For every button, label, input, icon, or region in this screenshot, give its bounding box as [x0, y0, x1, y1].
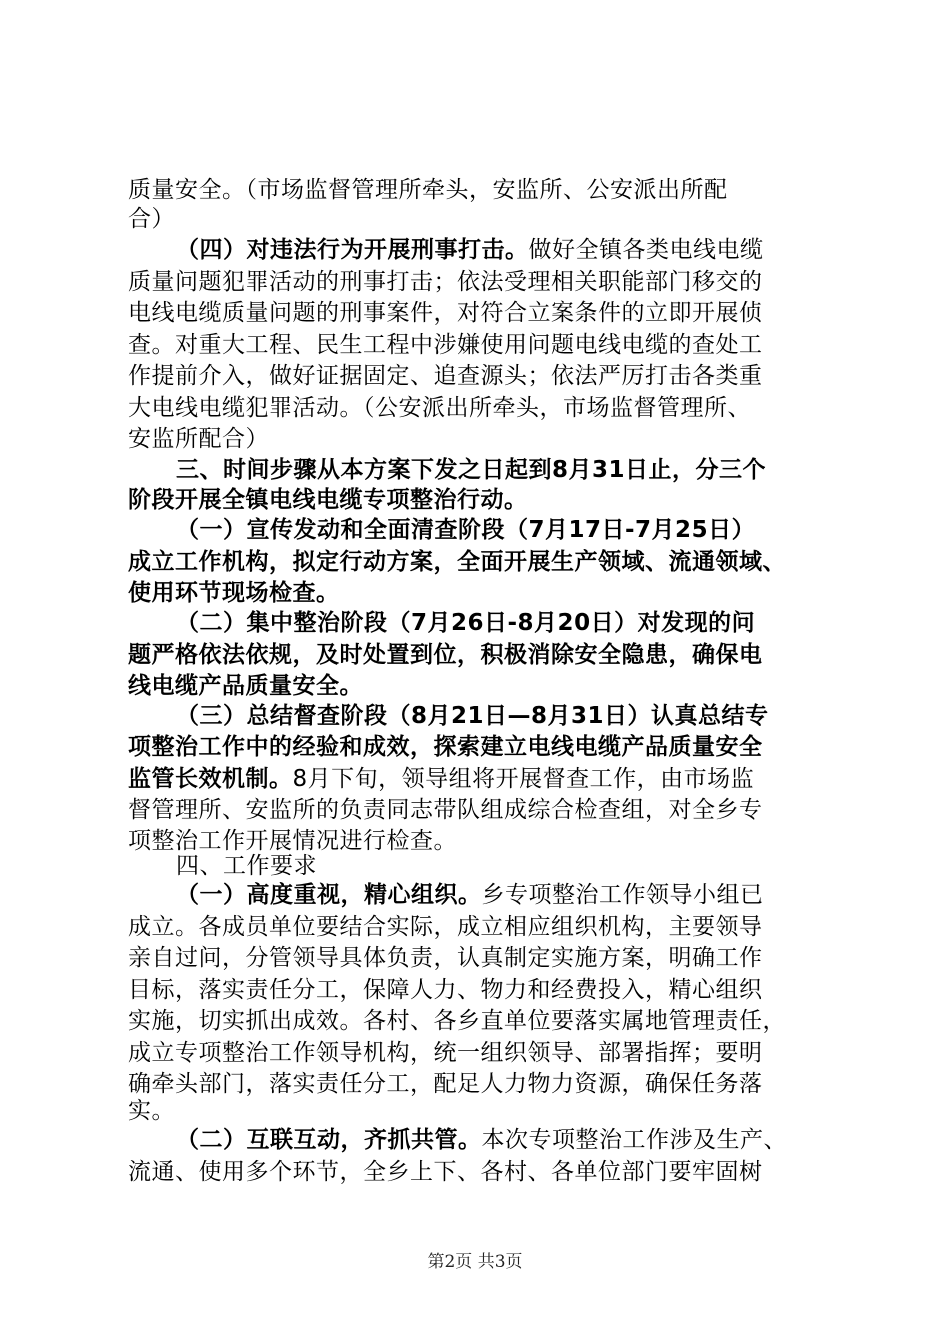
text-line: 阶段开展全镇电线电缆专项整治行动。	[128, 487, 528, 513]
text-line: 成立工作机构，拟定行动方案，全面开展生产领域、流通领域、	[128, 549, 786, 575]
text-line	[176, 878, 764, 912]
text-line: 实。	[128, 1098, 175, 1124]
text-line: 实施，切实抓出成效。各村、各乡直单位要落实属地管理责任，	[128, 1008, 786, 1034]
text-line: 合）	[128, 206, 175, 232]
text-line: 使用环节现场检查。	[128, 580, 340, 606]
text-line: 亲自过问，分管领导具体负责，认真制定实施方案，明确工作	[128, 945, 763, 971]
section-heading: （一）宣传发动和全面清查阶段（7月17日-7月25日）	[176, 517, 756, 543]
text-span: 乡专项整治工作领导小组已	[481, 882, 764, 908]
text-line: 质量安全。（市场监督管理所牵头，安监所、公安派出所配	[128, 177, 728, 203]
text-line	[176, 1123, 787, 1157]
text-line: 大电线电缆犯罪活动。（公安派出所牵头，市场监督管理所、	[128, 395, 751, 421]
text-line: 题严格依法依规，及时处置到位，积极消除安全隐患，确保电	[128, 642, 763, 668]
section-heading: （三）总结督查阶段（8月21日—8月31日）认真总结专	[176, 703, 769, 729]
text-line: 督管理所、安监所的负责同志带队组成综合检查组，对全乡专	[128, 797, 763, 823]
section-heading: 四、工作要求	[176, 853, 317, 879]
text-span: 监管长效机制。	[128, 766, 293, 792]
text-line: 质量问题犯罪活动的刑事打击；依法受理相关职能部门移交的	[128, 269, 763, 295]
section-heading: （一）高度重视，精心组织。	[176, 882, 482, 908]
text-span: 8月下旬，领导组将开展督查工作，由市场监	[292, 766, 755, 792]
section-heading: 三、时间步骤从本方案下发之日起到8月31日止，分三个	[176, 457, 767, 483]
text-line: 作提前介入，做好证据固定、追查源头；依法严厉打击各类重	[128, 363, 763, 389]
text-line: 确牵头部门，落实责任分工，配足人力物力资源，确保任务落	[128, 1071, 763, 1097]
text-span: 做好全镇各类电线电缆	[528, 237, 764, 263]
text-line: 流通、使用多个环节，全乡上下、各村、各单位部门要牢固树	[128, 1159, 763, 1185]
text-line: 成立专项整治工作领导机构，统一组织领导、部署指挥；要明	[128, 1040, 763, 1066]
section-heading: （二）互联互动，齐抓共管。	[176, 1127, 482, 1153]
text-line: 成立。各成员单位要结合实际，成立相应组织机构，主要领导	[128, 914, 763, 940]
text-line: 查。对重大工程、民生工程中涉嫌使用问题电线电缆的查处工	[128, 332, 763, 358]
section-heading: （二）集中整治阶段（7月26日-8月20日）对发现的问	[176, 610, 756, 636]
text-line: 安监所配合）	[128, 426, 269, 452]
page-number-footer: 第2页 共3页	[427, 1252, 523, 1272]
section-heading: （四）对违法行为开展刑事打击。	[176, 237, 529, 263]
text-span: 本次专项整治工作涉及生产、	[481, 1127, 787, 1153]
text-line: 电线电缆质量问题的刑事案件，对符合立案条件的立即开展侦	[128, 300, 763, 326]
text-line	[128, 762, 754, 796]
text-line	[176, 233, 764, 267]
text-line: 线电缆产品质量安全。	[128, 673, 363, 699]
text-line: 目标，落实责任分工，保障人力、物力和经费投入，精心组织	[128, 977, 763, 1003]
text-line: 项整治工作开展情况进行检查。	[128, 828, 457, 854]
text-line: 项整治工作中的经验和成效，探索建立电线电缆产品质量安全	[128, 734, 763, 760]
